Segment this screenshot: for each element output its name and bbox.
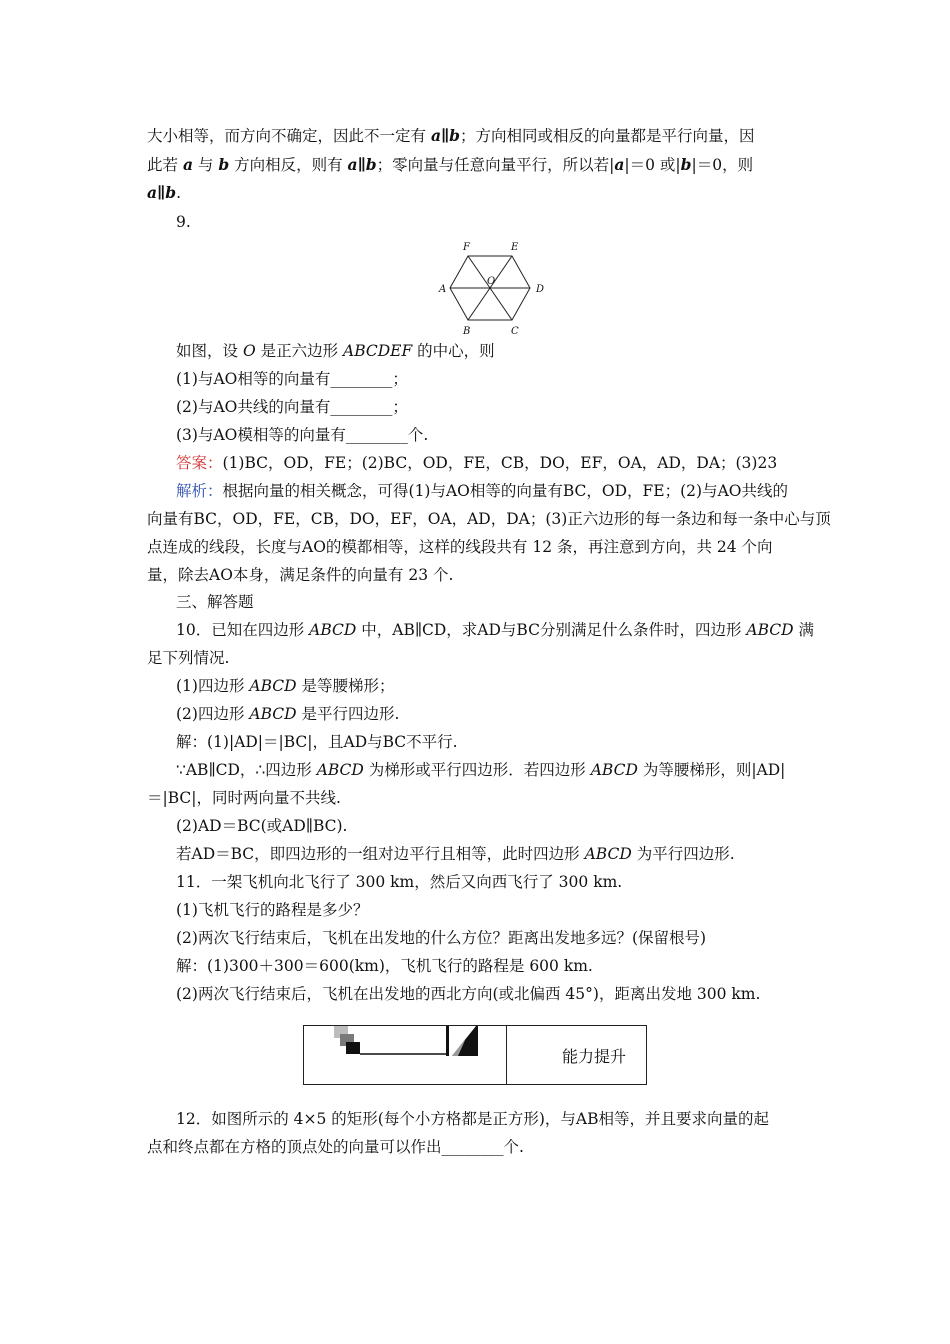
- text: .: [176, 184, 182, 202]
- text: 根据向量的相关概念，可得(1)与AO相等的向量有BC，OD，FE；(2)与AO共线的: [222, 482, 788, 500]
- text: ∵AB∥CD，∴四边形: [176, 761, 317, 779]
- point-label: O: [242, 342, 256, 360]
- polygon-label: ABCDEF: [343, 342, 413, 360]
- polygon-label: ABCD: [249, 705, 297, 723]
- hexagon-figure: [430, 236, 550, 340]
- answer-label: 答案：: [176, 454, 223, 472]
- q10-part-1: [176, 676, 395, 696]
- q12-line-1: 12．如图所示的 4×5 的矩形(每个小方格都是正方形)，与AB相等，并且要求向量的起: [176, 1110, 769, 1128]
- section-banner: [303, 1025, 647, 1085]
- q10-solution-5: [176, 844, 735, 864]
- q11-solution-2: (2)两次飞行结束后，飞机在出发地的西北方向(或北偏西 45°)，距离出发地 300 km.: [176, 985, 761, 1003]
- text: 满: [793, 621, 814, 639]
- text: 与: [192, 156, 219, 174]
- vector-a: a: [614, 155, 625, 174]
- q10-solution-4: (2)AD＝BC(或AD∥BC).: [176, 817, 348, 835]
- text: (2)四边形: [176, 705, 250, 723]
- q12-line-2: 点和终点都在方格的顶点处的向量可以作出________个.: [147, 1138, 524, 1156]
- polygon-label: ABCD: [309, 621, 357, 639]
- text: 中，AB∥CD，求AD与BC分别满足什么条件时，四边形: [356, 621, 747, 639]
- answer-text: (1)BC，OD，FE；(2)BC，OD，FE，CB，DO，EF，OA，AD，DA；(3)23: [222, 454, 778, 472]
- polygon-label: ABCD: [584, 845, 632, 863]
- q10-stem-line-2: 足下列情况.: [147, 649, 230, 667]
- intro-line-1: [147, 126, 755, 146]
- text: 如图，设: [176, 342, 243, 360]
- intro-line-3: [147, 183, 181, 203]
- q9-stem: [176, 341, 495, 361]
- text: 若AD＝BC，即四边形的一组对边平行且相等，此时四边形: [176, 845, 585, 863]
- q10-solution-1: 解：(1)|AD|＝|BC|，且AD与BC不平行.: [176, 733, 458, 751]
- q9-analysis-line-3: 点连成的线段，长度与AO的模都相等，这样的线段共有 12 条，再注意到方向，共 24 个向: [147, 538, 773, 556]
- vertex-label-c: C: [511, 326, 519, 337]
- banner-title: 能力提升: [562, 1047, 627, 1066]
- text: 为等腰梯形，则|AD|: [637, 761, 786, 779]
- section-title: 三、解答题: [176, 593, 254, 611]
- text: |＝0，则: [691, 156, 754, 174]
- q11-solution-1: 解：(1)300＋300＝600(km)，飞机飞行的路程是 600 km.: [176, 957, 593, 975]
- q9-part-3: (3)与AO模相等的向量有________个.: [176, 426, 429, 444]
- banner-decoration: [326, 1026, 486, 1060]
- deco-bar: [446, 1026, 449, 1056]
- banner-divider: [506, 1026, 507, 1084]
- q9-number: 9.: [176, 213, 191, 231]
- polygon-label: ABCD: [746, 621, 794, 639]
- vector-b: b: [680, 155, 692, 174]
- vector-b: b: [218, 155, 230, 174]
- vector-expression: a∥b: [430, 126, 461, 145]
- q10-stem-line-1: [176, 620, 814, 640]
- vertex-label-a: A: [439, 284, 447, 295]
- text: 是等腰梯形；: [296, 677, 395, 695]
- text: ；零向量与任意向量平行，所以若|: [376, 156, 615, 174]
- q9-analysis-line-2: 向量有BC，OD，FE，CB，DO，EF，OA，AD，DA；(3)正六边形的每一条边和每一条中心与顶: [147, 510, 831, 528]
- text: 方向相反，则有: [229, 156, 348, 174]
- q11-part-1: (1)飞机飞行的路程是多少？: [176, 901, 369, 919]
- center-label-o: O: [487, 276, 496, 287]
- text: 大小相等，而方向不确定，因此不一定有: [147, 127, 431, 145]
- vector-expression: a∥b: [147, 183, 177, 202]
- vertex-label-e: E: [511, 242, 519, 253]
- q10-part-2: [176, 704, 399, 724]
- text: |＝0 或|: [624, 156, 681, 174]
- vertex-label-f: F: [463, 242, 470, 253]
- vertex-label-b: B: [463, 326, 471, 337]
- deco-square: [346, 1042, 360, 1054]
- text: (1)四边形: [176, 677, 250, 695]
- intro-line-2: [147, 155, 753, 175]
- polygon-label: ABCD: [249, 677, 297, 695]
- q9-part-1: (1)与AO相等的向量有________；: [176, 370, 408, 388]
- polygon-label: ABCD: [590, 761, 638, 779]
- q11-stem: 11．一架飞机向北飞行了 300 km，然后又向西飞行了 300 km.: [176, 873, 623, 891]
- q10-solution-3: ＝|BC|，同时两向量不共线.: [147, 789, 341, 807]
- polygon-label: ABCD: [316, 761, 364, 779]
- analysis-label: 解析：: [176, 482, 223, 500]
- text: 的中心，则: [412, 342, 495, 360]
- vertex-label-d: D: [536, 284, 545, 295]
- text: 是平行四边形.: [296, 705, 400, 723]
- q9-analysis-line-4: 量，除去AO本身，满足条件的向量有 23 个.: [147, 566, 454, 584]
- text: 为梯形或平行四边形．若四边形: [363, 761, 591, 779]
- q10-solution-2: [176, 760, 785, 780]
- text: 为平行四边形.: [631, 845, 735, 863]
- q11-part-2: (2)两次飞行结束后，飞机在出发地的什么方位？距离出发地多远？(保留根号): [176, 929, 707, 947]
- text: 此若: [147, 156, 183, 174]
- text: 10．已知在四边形: [176, 621, 310, 639]
- text: 是正六边形: [255, 342, 344, 360]
- vector-a: a: [182, 155, 193, 174]
- vector-expression: a∥b: [347, 155, 377, 174]
- q9-analysis-line-1: [176, 481, 788, 501]
- text: ；方向相同或相反的向量都是平行向量，因: [460, 127, 755, 145]
- q9-part-2: (2)与AO共线的向量有________；: [176, 398, 408, 416]
- q9-answer: [176, 453, 777, 473]
